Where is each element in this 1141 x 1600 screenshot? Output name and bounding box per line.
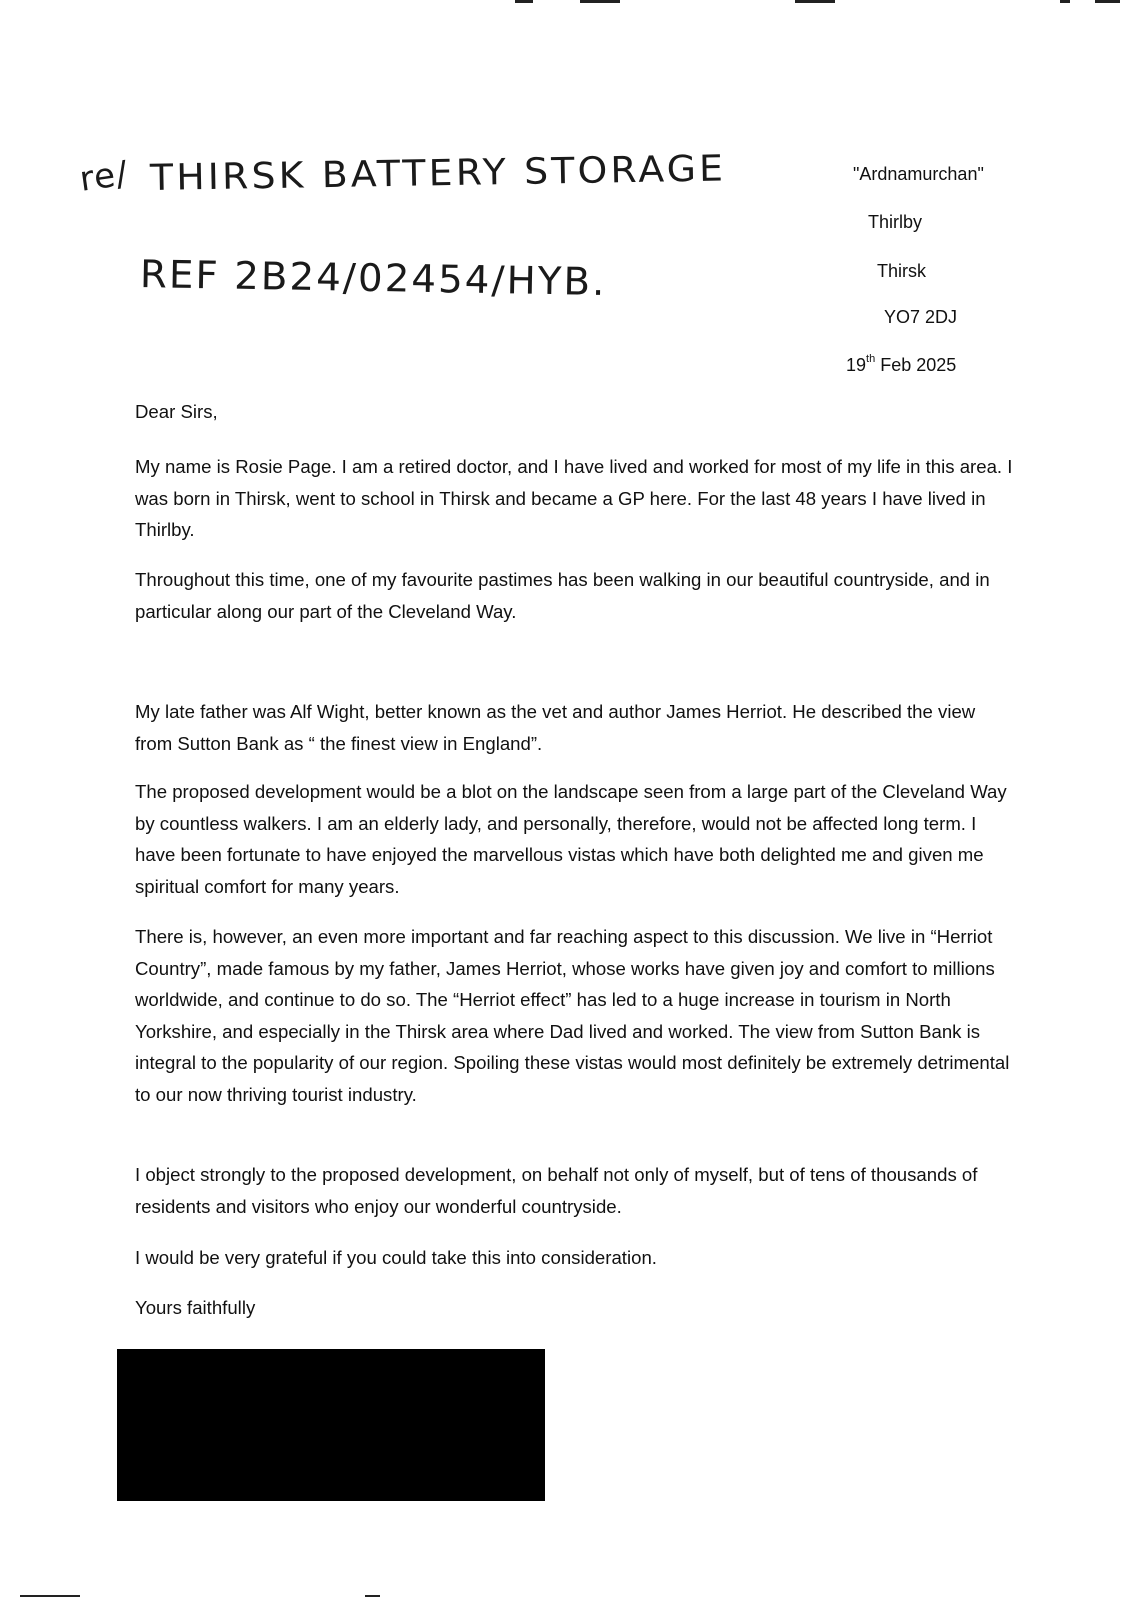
address-house-name: "Ardnamurchan" (853, 164, 984, 184)
address-town: Thirsk (877, 261, 926, 281)
handwritten-reference: REF 2B24/02454/HYB. (139, 252, 607, 304)
handwritten-subject: THIRSK BATTERY STORAGE (149, 148, 727, 199)
paragraph-objection: I object strongly to the proposed development, on behalf not only of myself, but of tens of thousands of residents and visitors who enjoy our wonderful countryside. (135, 1164, 978, 1217)
paragraph-tourism: There is, however, an even more important and far reaching aspect to this discussion. We live in “Herriot Country”, made famous by my father, James Herriot, whose works have given joy and comfort to millions worldwide, and continue to do so. The “Herriot effect” has led to a huge increase in tourism in North Yorkshire, and especially in the Thirsk area where Dad lived and worked. The view from Sutton Bank is integral to the popularity of our region. Spoiling these vistas would most definitely be extremely detrimental to our now thriving tourist industry. (135, 926, 1010, 1105)
date-suffix: th (866, 353, 876, 365)
salutation: Dear Sirs, (135, 401, 218, 422)
scan-mark (20, 1595, 80, 1597)
scan-mark (1095, 0, 1120, 3)
paragraph-father: My late father was Alf Wight, better known as the vet and author James Herriot. He described the view from Sutton Bank as “ the finest view in England”. (135, 701, 976, 754)
closing: Yours faithfully (135, 1297, 256, 1318)
address-postcode: YO7 2DJ (884, 307, 958, 327)
letter-date (846, 355, 956, 376)
scan-mark (365, 1595, 380, 1597)
handwritten-re-mark: re/ (77, 153, 131, 200)
paragraph-introduction: My name is Rosie Page. I am a retired doctor, and I have lived and worked for most of my life in this area. I was born in Thirsk, went to school in Thirsk and became a GP here. For the last 48 years I have lived in Thirlby. (135, 456, 1013, 540)
paragraph-landscape: The proposed development would be a blot on the landscape seen from a large part of the Cleveland Way by countless walkers. I am an elderly lady, and personally, therefore, would not be affected long term. I have been fortunate to have enjoyed the marvellous vistas which have both delighted me and given me spiritual comfort for many years. (135, 781, 1007, 897)
scan-mark (515, 0, 533, 3)
address-village: Thirlby (868, 212, 923, 232)
paragraph-walking: Throughout this time, one of my favourite pastimes has been walking in our beautiful countryside, and in particular along our part of the Cleveland Way. (135, 569, 990, 622)
paragraph-request: I would be very grateful if you could take this into consideration. (135, 1247, 657, 1268)
redacted-signature-block (117, 1349, 545, 1501)
scan-mark (1060, 0, 1070, 3)
date-month-year: Feb 2025 (875, 355, 957, 375)
date-day: 19 (846, 355, 867, 375)
scan-mark (795, 0, 835, 3)
scan-mark (580, 0, 620, 3)
